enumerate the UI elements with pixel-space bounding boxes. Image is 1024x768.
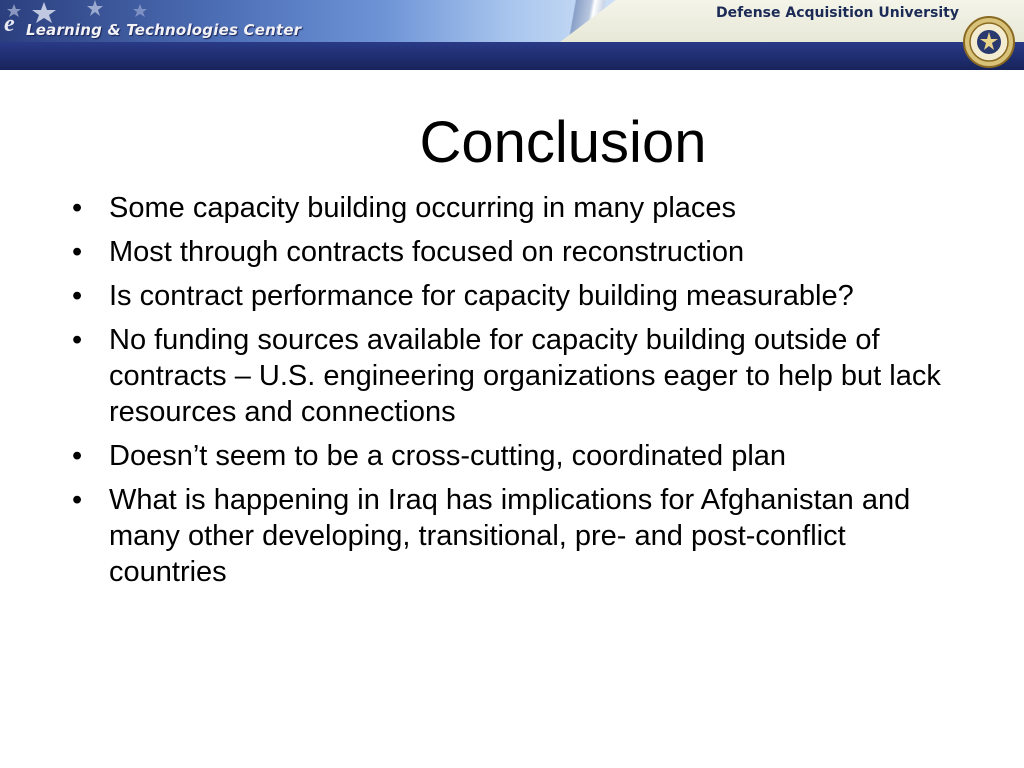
bullet-text: No funding sources available for capacity building outside of contracts – U.S. engineering organizations eager to help but lack resources and connections — [109, 324, 941, 428]
bullet-marker: • — [72, 440, 83, 472]
bullet-item — [72, 278, 952, 314]
logo-text: Learning & Technologies Center — [26, 21, 302, 39]
bullet-marker: • — [72, 236, 83, 268]
bullet-marker: • — [72, 324, 83, 356]
header-banner — [0, 0, 1024, 70]
bullet-marker: • — [72, 192, 83, 224]
logo-letter: e — [4, 11, 15, 37]
slide-title: Conclusion — [419, 110, 707, 175]
bullet-text: Most through contracts focused on reconstruction — [109, 236, 745, 268]
bullet-item — [72, 322, 952, 430]
bullet-marker: • — [72, 280, 83, 312]
bullet-item — [72, 482, 952, 590]
bullet-marker: • — [72, 484, 83, 516]
organization-name: Defense Acquisition University — [716, 5, 959, 21]
university-seal-icon — [958, 12, 1020, 68]
bullet-item — [72, 234, 952, 270]
bullet-text: Is contract performance for capacity building measurable? — [109, 280, 854, 312]
bullet-item — [72, 438, 952, 474]
bullet-text: Doesn’t seem to be a cross-cutting, coordinated plan — [109, 440, 787, 472]
bullet-text: What is happening in Iraq has implications for Afghanistan and many other developing, transitional, pre- and post-conflict countries — [109, 484, 911, 588]
bullet-list — [72, 190, 952, 598]
bullet-text: Some capacity building occurring in many places — [109, 192, 737, 224]
bullet-item — [72, 190, 952, 226]
banner-navy-stripe — [0, 42, 1024, 70]
